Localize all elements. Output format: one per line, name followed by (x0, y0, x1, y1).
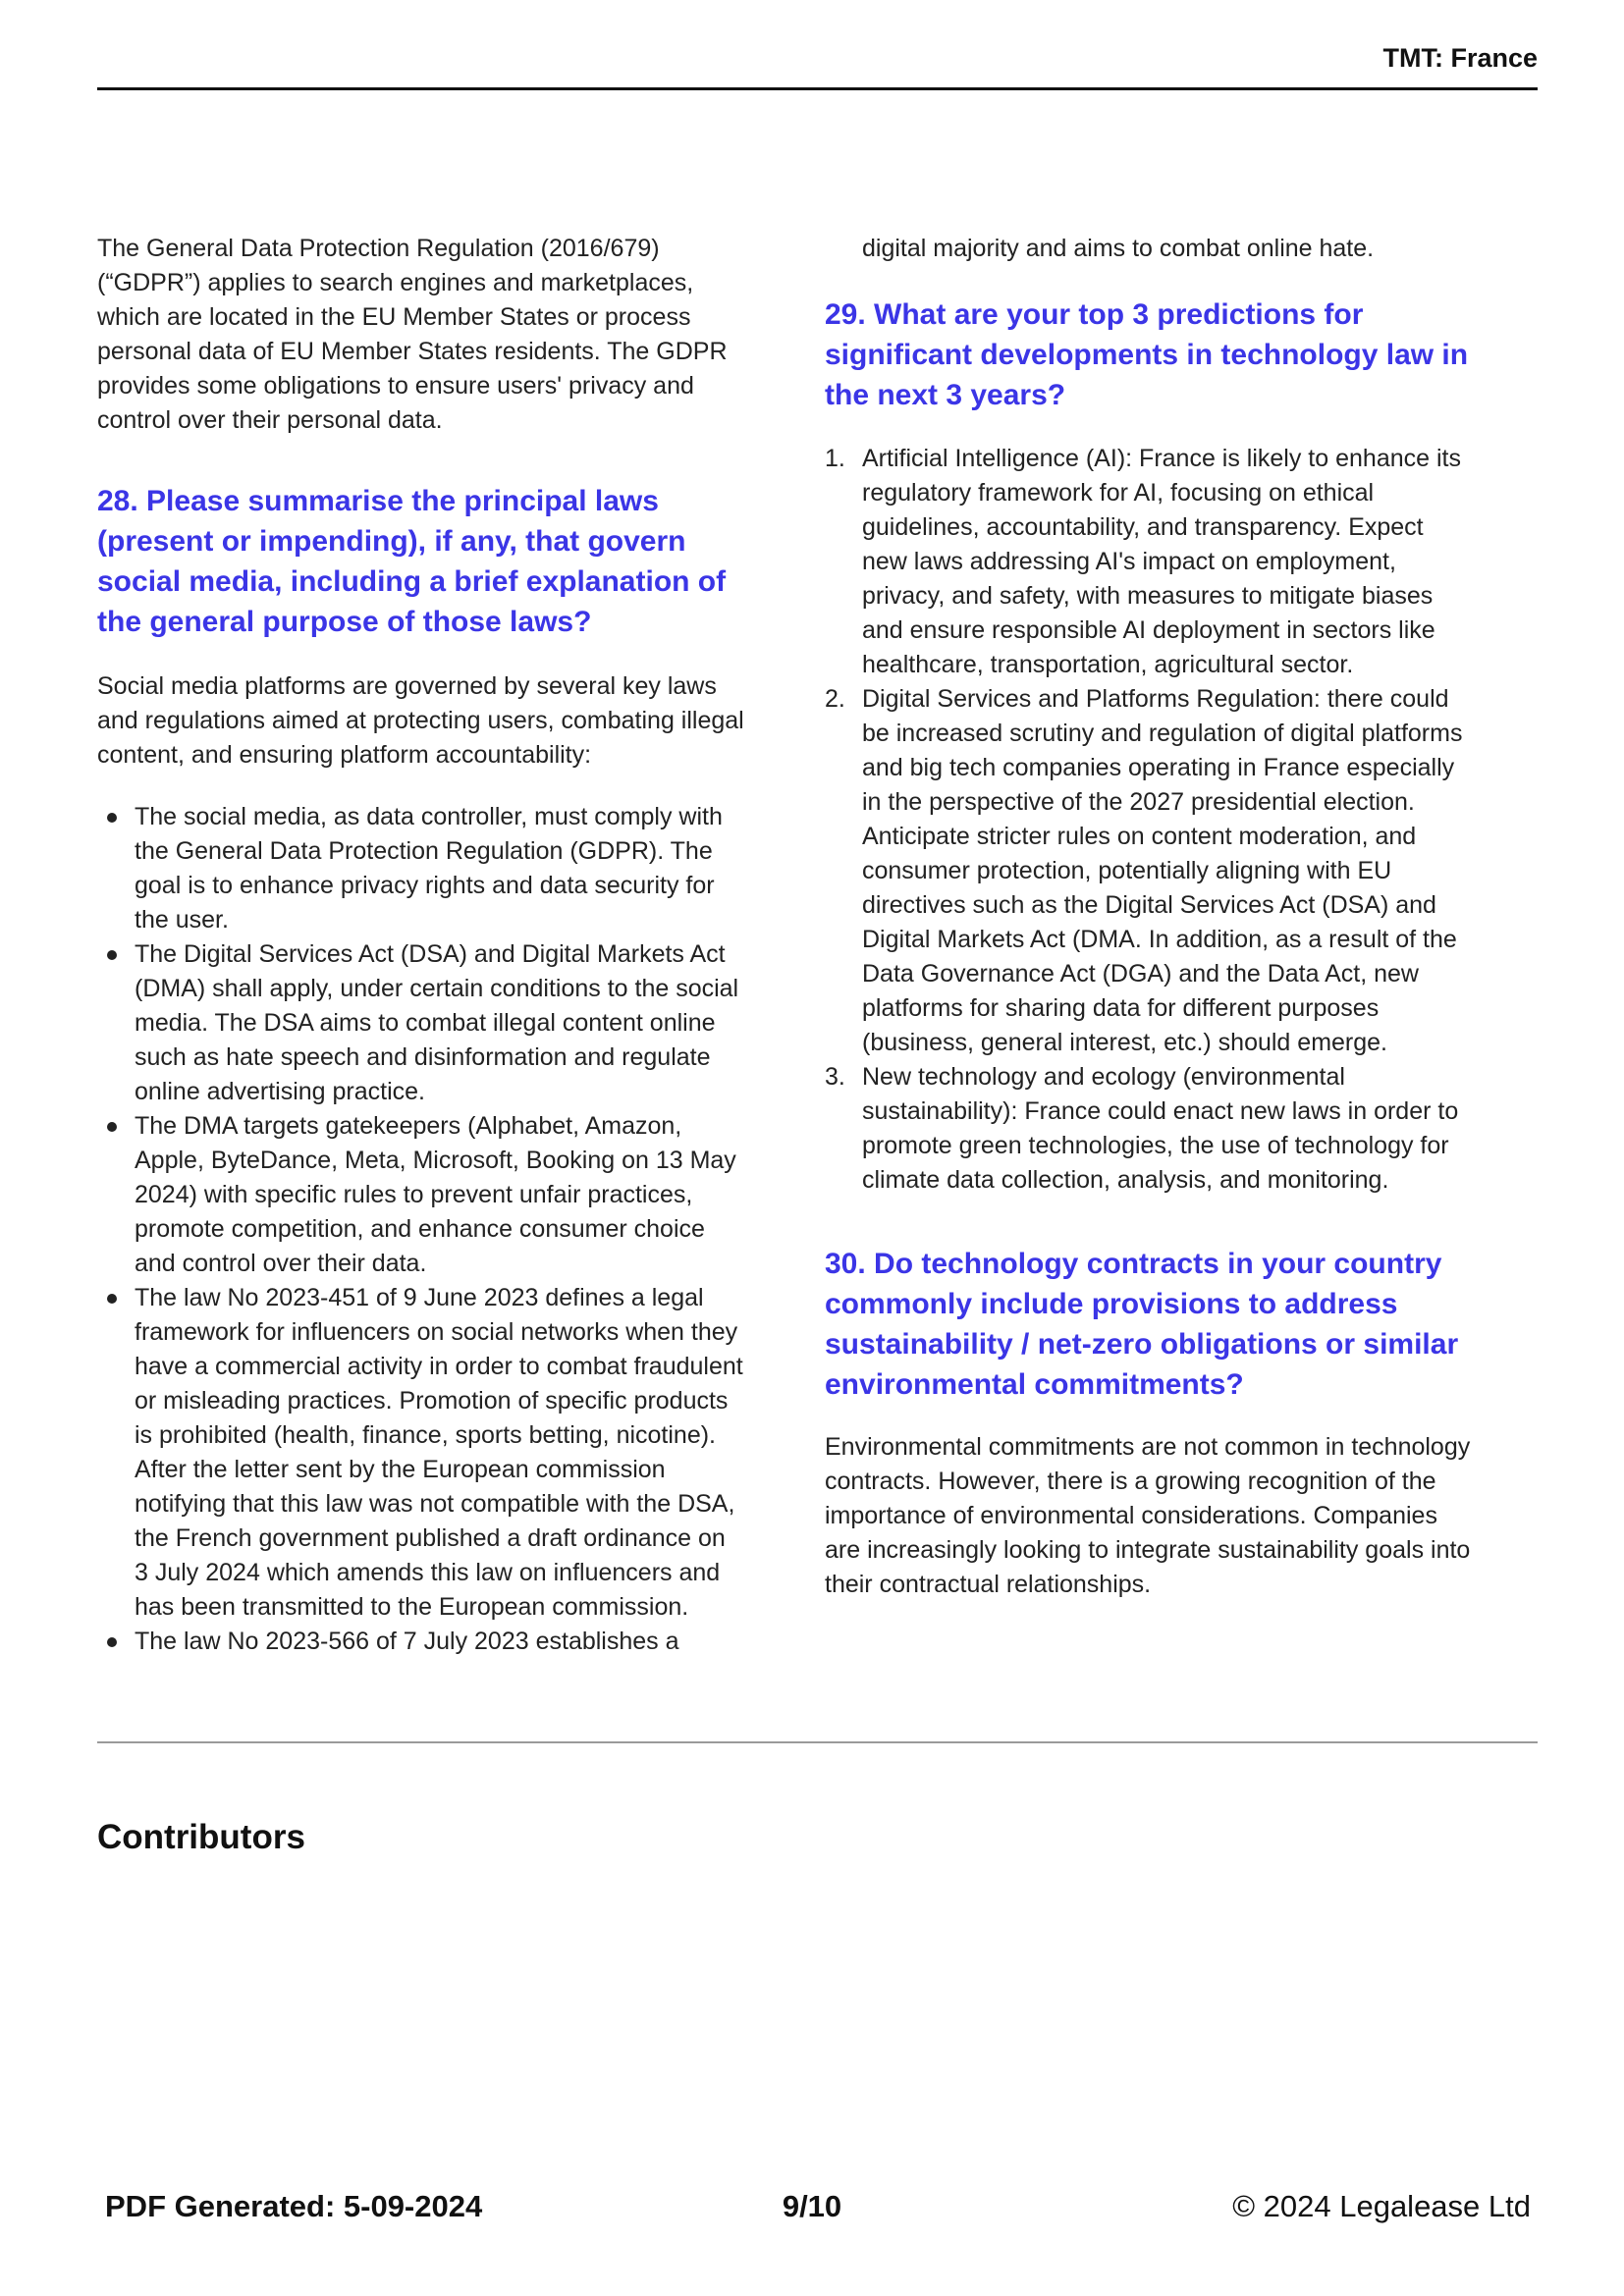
question-28-intro: Social media platforms are governed by several key laws and regulations aimed at protecting users, combating illegal content, and ensuring platform accountability: (97, 672, 744, 769)
running-header-title: TMT: France (1382, 43, 1538, 73)
copyright-notice: © 2024 Legalease Ltd (1232, 2189, 1531, 2223)
right-column (825, 232, 1473, 1602)
list-item: The social media, as data controller, must comply with the General Data Protection Regulation (GDPR). The goal is to enhance privacy rights and data security for the user. (97, 800, 745, 937)
list-item: The DMA targets gatekeepers (Alphabet, Amazon, Apple, ByteDance, Meta, Microsoft, Booking on 13 May 2024) with specific rules to prevent unfair practices, promote competition, and enhance consumer choice and control over their data. (97, 1109, 745, 1281)
list-item: The law No 2023-451 of 9 June 2023 defines a legal framework for influencers on social networks when they have a commercial activity in order to combat fraudulent or misleading practices. Promotion of specific products is prohibited (health, finance, sports betting, nicotine). After the letter sent by the European commission notifying that this law was not compatible with the DSA, the French government published a draft ordinance on 3 July 2024 which amends this law on influencers and has been transmitted to the European commission. (97, 1281, 745, 1625)
list-item: The Digital Services Act (DSA) and Digital Markets Act (DMA) shall apply, under certain conditions to the social media. The DSA aims to combat illegal content online such as hate speech and disinformation and regulate online advertising practice. (97, 937, 745, 1109)
list-item: 1. Artificial Intelligence (AI): France is likely to enhance its regulatory framework for AI, focusing on ethical guidelines, accountability, and transparency. Expect new laws addressing AI's impact on employment, privacy, and safety, with measures to mitigate biases and ensure responsible AI deployment in sectors like healthcare, transportation, agricultural sector. (825, 442, 1473, 682)
question-28-heading: 28. Please summarise the principal laws (present or impending), if any, that govern social media, including a brief explanation of the general purpose of those laws? (97, 485, 727, 638)
question-29-heading: 29. What are your top 3 predictions for significant developments in technology law in the next 3 years? (825, 298, 1469, 411)
list-number: 2. (825, 685, 845, 713)
question-30-answer: Environmental commitments are not common in technology contracts. However, there is a growing recognition of the importance of environmental considerations. Companies are increasingly looking to integrate sustainability goals into their contractual relationships. (825, 1433, 1471, 1598)
list-item: 3. New technology and ecology (environmental sustainability): France could enact new laws in order to promote green technologies, the use of technology for climate data collection, analysis, and monitoring. (825, 1060, 1473, 1198)
header-divider (97, 87, 1538, 90)
question-30-heading: 30. Do technology contracts in your country commonly include provisions to address sustainability / net-zero obligations or similar environmental commitments? (825, 1248, 1459, 1401)
bullet-icon (107, 950, 117, 960)
section-divider (97, 1741, 1538, 1743)
page-number: 9/10 (782, 2189, 842, 2223)
list-continuation-text: digital majority and aims to combat online hate. (862, 235, 1375, 262)
predictions-list (825, 442, 1473, 1198)
gdpr-paragraph: The General Data Protection Regulation (2016/679) (“GDPR”) applies to search engines and marketplaces, which are located in the EU Member States or process personal data of EU Member States residents. The GDPR provides some obligations to ensure users' privacy and control over their personal data. (97, 235, 728, 434)
list-item: The law No 2023-566 of 7 July 2023 establishes a (97, 1625, 745, 1659)
social-media-laws-list (97, 800, 745, 1659)
bullet-icon (107, 1637, 117, 1647)
bullet-icon (107, 1122, 117, 1132)
contributors-heading: Contributors (97, 1818, 305, 1856)
left-column (97, 232, 745, 1659)
list-item: 2. Digital Services and Platforms Regulation: there could be increased scrutiny and regulation of digital platforms and big tech companies operating in France especially in the perspective of the 2027 presidential election. Anticipate stricter rules on content moderation, and consumer protection, potentially aligning with EU directives such as the Digital Services Act (DSA) and Digital Markets Act (DMA. In addition, as a result of the Data Governance Act (DGA) and the Data Act, new platforms for sharing data for different purposes (business, general interest, etc.) should emerge. (825, 682, 1473, 1060)
pdf-generated-date: PDF Generated: 5-09-2024 (105, 2189, 483, 2223)
bullet-icon (107, 813, 117, 823)
bullet-icon (107, 1294, 117, 1304)
list-number: 1. (825, 445, 845, 472)
list-number: 3. (825, 1063, 845, 1091)
